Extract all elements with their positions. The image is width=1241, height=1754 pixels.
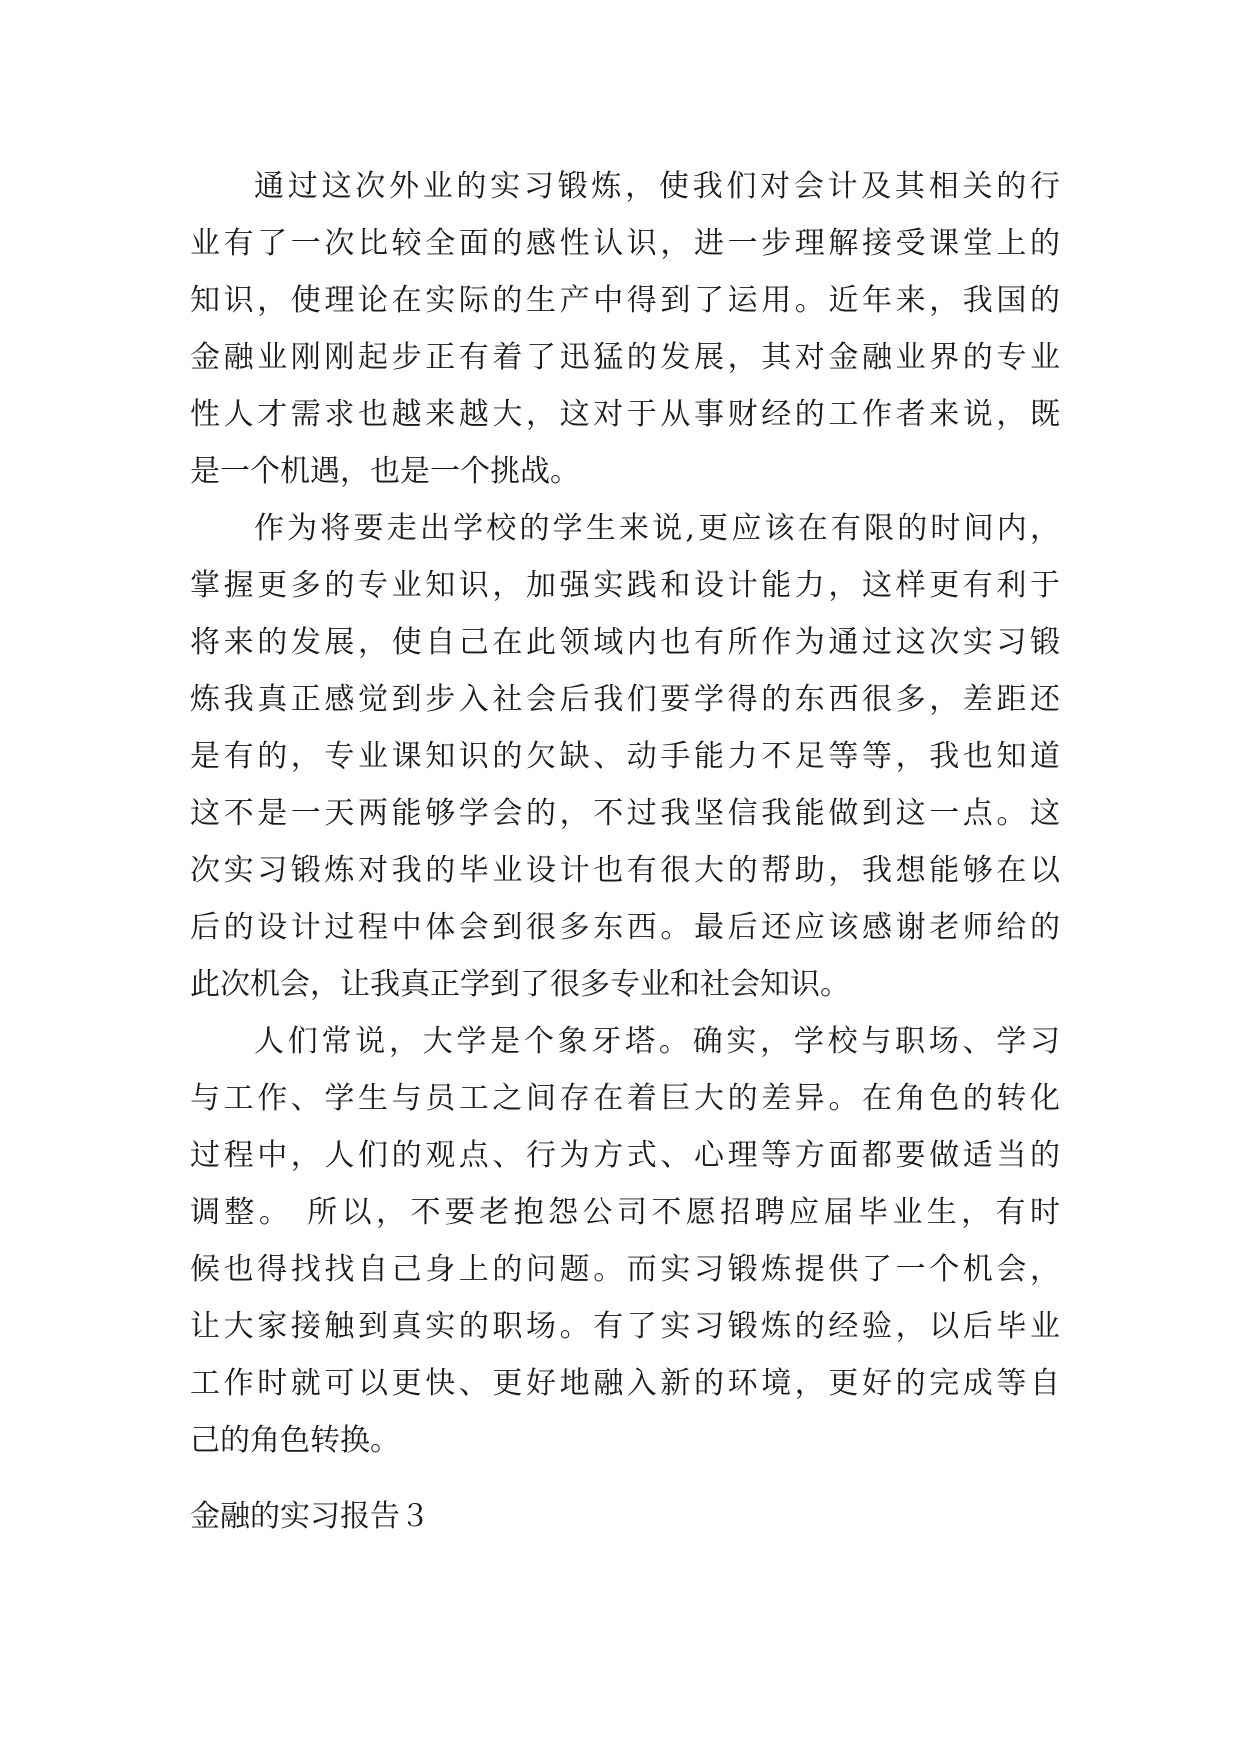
text-line: 知识，使理论在实际的生产中得到了运用。近年来，我国的	[190, 283, 1060, 318]
paragraph	[190, 158, 1060, 500]
text-line: 人们常说，大学是个象牙塔。确实，学校与职场、学习	[254, 1024, 1060, 1059]
text-line: 工作时就可以更快、更好地融入新的环境，更好的完成等自	[190, 1366, 1060, 1401]
text-line: 通过这次外业的实习锻炼，使我们对会计及其相关的行	[254, 169, 1060, 204]
text-line: 炼我真正感觉到步入社会后我们要学得的东西很多，差距还	[190, 682, 1060, 717]
text-line: 调整。 所以，不要老抱怨公司不愿招聘应届毕业生，有时	[190, 1195, 1060, 1230]
text-line: 候也得找找自己身上的问题。而实习锻炼提供了一个机会，	[190, 1252, 1060, 1287]
text-line: 金融业刚刚起步正有着了迅猛的发展，其对金融业界的专业	[190, 340, 1060, 375]
text-line: 这不是一天两能够学会的，不过我坚信我能做到这一点。这	[190, 796, 1060, 831]
text-line: 过程中，人们的观点、行为方式、心理等方面都要做适当的	[190, 1138, 1060, 1173]
text-line: 次实习锻炼对我的毕业设计也有很大的帮助，我想能够在以	[190, 853, 1060, 888]
section-heading: 金融的实习报告３	[190, 1499, 430, 1534]
text-line: 将来的发展，使自己在此领域内也有所作为通过这次实习锻	[190, 625, 1060, 660]
text-line: 作为将要走出学校的学生来说,更应该在有限的时间内，	[254, 511, 1060, 546]
text-line: 此次机会，让我真正学到了很多专业和社会知识。	[190, 967, 850, 1002]
text-line: 与工作、学生与员工之间存在着巨大的差异。在角色的转化	[190, 1081, 1060, 1116]
text-line: 后的设计过程中体会到很多东西。最后还应该感谢老师给的	[190, 910, 1060, 945]
text-line: 是有的，专业课知识的欠缺、动手能力不足等等，我也知道	[190, 739, 1060, 774]
text-line: 己的角色转换。	[190, 1423, 400, 1458]
text-line: 是一个机遇，也是一个挑战。	[190, 454, 580, 489]
document-body	[190, 158, 1060, 1469]
text-line: 业有了一次比较全面的感性认识，进一步理解接受课堂上的	[190, 226, 1060, 261]
paragraph	[190, 1013, 1060, 1469]
text-line: 性人才需求也越来越大，这对于从事财经的工作者来说，既	[190, 397, 1060, 432]
text-line: 让大家接触到真实的职场。有了实习锻炼的经验，以后毕业	[190, 1309, 1060, 1344]
paragraph	[190, 500, 1060, 1013]
text-line: 掌握更多的专业知识，加强实践和设计能力，这样更有利于	[190, 568, 1060, 603]
